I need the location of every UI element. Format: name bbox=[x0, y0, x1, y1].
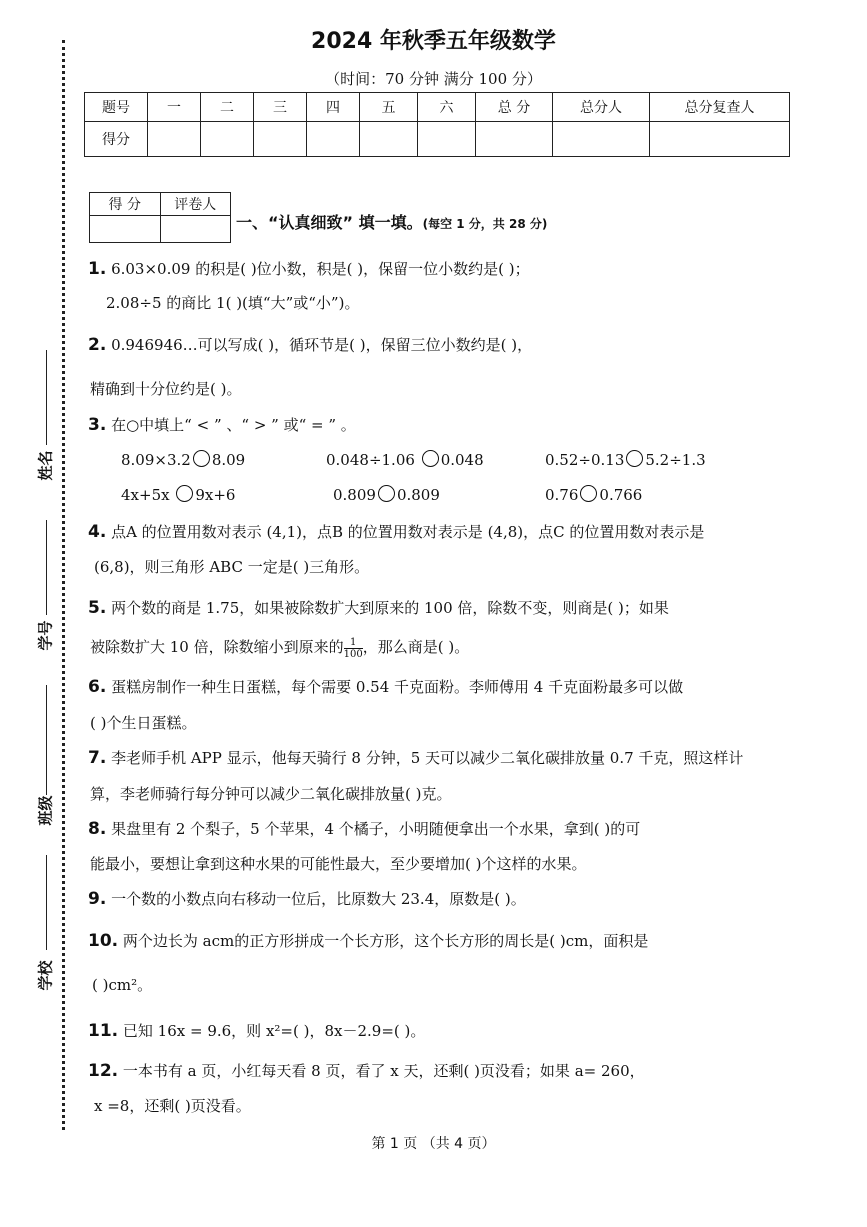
answer-circle[interactable] bbox=[378, 485, 395, 502]
score-cell[interactable] bbox=[307, 122, 360, 157]
compare-3 bbox=[545, 450, 706, 469]
question-text: 2.08÷5 的商比 1( )(填“大”或“小”)。 bbox=[106, 294, 360, 312]
question-7 bbox=[88, 747, 743, 768]
question-number: 1. bbox=[88, 259, 107, 279]
question-5-cont bbox=[90, 636, 469, 660]
question-1 bbox=[88, 258, 530, 279]
question-number: 9. bbox=[88, 889, 107, 909]
grader-score-header: 得 分 bbox=[90, 193, 161, 216]
score-header-cell: 四 bbox=[307, 93, 360, 122]
question-number: 4. bbox=[88, 522, 107, 542]
question-text: 6.03×0.09 的积是( )位小数，积是( )，保留一位小数约是( )； bbox=[111, 260, 530, 278]
question-text: 果盘里有 2 个梨子，5 个苹果，4 个橘子，小明随便拿出一个水果，拿到( )的可 bbox=[111, 820, 641, 838]
compare-left: 0.809 bbox=[333, 486, 376, 504]
page-number: 第 1 页 （共 4 页） bbox=[371, 1136, 496, 1152]
question-text: 点A 的位置用数对表示 (4,1)，点B 的位置用数对表示是 (4,8)，点C 的位置用数对表示是 bbox=[111, 523, 705, 541]
score-cell[interactable] bbox=[254, 122, 307, 157]
answer-circle[interactable] bbox=[176, 485, 193, 502]
question-2 bbox=[88, 334, 532, 355]
question-number: 6. bbox=[88, 677, 107, 697]
score-cell[interactable] bbox=[418, 122, 476, 157]
grader-table bbox=[89, 192, 231, 243]
question-text: ，那么商是( )。 bbox=[362, 638, 470, 656]
question-8-cont bbox=[90, 853, 586, 874]
question-8 bbox=[88, 818, 640, 839]
score-header-cell: 题号 bbox=[85, 93, 148, 122]
answer-circle[interactable] bbox=[193, 450, 210, 467]
grader-score-cell[interactable] bbox=[90, 216, 161, 243]
question-4 bbox=[88, 521, 704, 542]
grader-name-cell[interactable] bbox=[160, 216, 231, 243]
compare-left: 0.76 bbox=[545, 486, 579, 504]
answer-circle[interactable] bbox=[422, 450, 439, 467]
question-text: x =8，还剩( )页没看。 bbox=[94, 1097, 251, 1115]
compare-right: 0.048 bbox=[440, 451, 484, 469]
question-2-cont bbox=[90, 378, 241, 399]
question-text: 李老师手机 APP 显示，他每天骑行 8 分钟，5 天可以减少二氧化碳排放量 0.7 千克，照这样计 bbox=[111, 749, 744, 767]
compare-5 bbox=[333, 485, 440, 504]
score-cell[interactable] bbox=[650, 122, 790, 157]
compare-2 bbox=[326, 450, 484, 469]
question-6-cont bbox=[90, 712, 196, 733]
fraction-denominator: 100 bbox=[343, 648, 363, 660]
compare-6 bbox=[545, 485, 642, 504]
question-number: 11. bbox=[88, 1021, 119, 1041]
score-cell[interactable] bbox=[553, 122, 650, 157]
class-write-line bbox=[46, 685, 47, 795]
question-11 bbox=[88, 1020, 425, 1041]
school-write-line bbox=[46, 855, 47, 950]
score-cell[interactable] bbox=[148, 122, 201, 157]
fraction-numerator: 1 bbox=[344, 637, 363, 649]
score-table bbox=[84, 92, 790, 157]
question-10-cont bbox=[92, 974, 152, 995]
question-text: ( )cm²。 bbox=[92, 976, 153, 994]
exam-title: 2024 年秋季五年级数学 bbox=[311, 29, 556, 54]
question-text: 算，李老师骑行每分钟可以减少二氧化碳排放量( )克。 bbox=[90, 785, 452, 803]
question-3 bbox=[88, 414, 356, 435]
score-header-cell: 五 bbox=[360, 93, 418, 122]
score-header-cell: 总分人 bbox=[553, 93, 650, 122]
score-header-cell: 总分复查人 bbox=[650, 93, 790, 122]
score-header-cell: 六 bbox=[418, 93, 476, 122]
score-header-cell: 三 bbox=[254, 93, 307, 122]
compare-right: 0.766 bbox=[599, 486, 643, 504]
question-1-cont bbox=[106, 292, 359, 313]
compare-right: 0.809 bbox=[396, 486, 440, 504]
question-text: 在○中填上“ < ” 、“ > ” 或“ = ” 。 bbox=[111, 416, 356, 434]
question-number: 10. bbox=[88, 931, 119, 951]
question-text: 被除数扩大 10 倍，除数缩小到原来的 bbox=[90, 638, 344, 656]
name-label: 姓名 bbox=[36, 450, 55, 481]
question-text: 蛋糕房制作一种生日蛋糕，每个需要 0.54 千克面粉。李师傅用 4 千克面粉最多可以做 bbox=[111, 678, 684, 696]
question-12 bbox=[88, 1060, 645, 1081]
question-text: 已知 16x = 9.6，则 x²=( )，8x－2.9=( )。 bbox=[122, 1022, 426, 1040]
question-5 bbox=[88, 597, 669, 618]
compare-1 bbox=[121, 450, 245, 469]
student-id-write-line bbox=[46, 520, 47, 615]
question-text: 0.946946…可以写成( )，循环节是( )，保留三位小数约是( )， bbox=[111, 336, 533, 354]
section-one-title: 一、“认真细致” 填一填。 bbox=[236, 213, 423, 232]
section-one-heading bbox=[236, 210, 547, 233]
question-number: 5. bbox=[88, 598, 107, 618]
question-number: 3. bbox=[88, 415, 107, 435]
compare-left: 4x+5x bbox=[121, 486, 170, 504]
fraction bbox=[344, 637, 363, 660]
question-text: ( )个生日蛋糕。 bbox=[90, 714, 197, 732]
compare-left: 0.048÷1.06 bbox=[326, 451, 415, 469]
question-number: 12. bbox=[88, 1061, 119, 1081]
question-text: 一本书有 a 页，小红每天看 8 页，看了 x 天，还剩( )页没看；如果 a= 260， bbox=[122, 1062, 645, 1080]
question-12-cont bbox=[94, 1095, 251, 1116]
question-10 bbox=[88, 930, 648, 951]
section-one-note: (每空 1 分，共 28 分) bbox=[422, 217, 548, 231]
score-header-cell: 二 bbox=[201, 93, 254, 122]
question-text: 一个数的小数点向右移动一位后，比原数大 23.4，原数是( )。 bbox=[111, 890, 526, 908]
compare-right: 5.2÷1.3 bbox=[645, 451, 706, 469]
score-row-label: 得分 bbox=[85, 122, 148, 157]
compare-left: 0.52÷0.13 bbox=[545, 451, 625, 469]
question-number: 7. bbox=[88, 748, 107, 768]
answer-circle[interactable] bbox=[626, 450, 643, 467]
class-label: 班级 bbox=[36, 795, 55, 826]
question-6 bbox=[88, 676, 683, 697]
question-4-cont bbox=[94, 556, 369, 577]
score-cell[interactable] bbox=[201, 122, 254, 157]
question-7-cont bbox=[90, 783, 451, 804]
question-9 bbox=[88, 888, 526, 909]
school-label: 学校 bbox=[36, 960, 55, 991]
question-text: 精确到十分位约是( )。 bbox=[90, 380, 242, 398]
question-number: 2. bbox=[88, 335, 107, 355]
question-text: 能最小，要想让拿到这种水果的可能性最大，至少要增加( )个这样的水果。 bbox=[90, 855, 587, 873]
score-cell[interactable] bbox=[476, 122, 553, 157]
score-cell[interactable] bbox=[360, 122, 418, 157]
question-text: 两个数的商是 1.75，如果被除数扩大到原来的 100 倍，除数不变，则商是( )；如果 bbox=[111, 599, 669, 617]
name-write-line bbox=[46, 350, 47, 445]
score-header-cell: 一 bbox=[148, 93, 201, 122]
compare-right: 9x+6 bbox=[195, 486, 236, 504]
compare-4 bbox=[121, 485, 235, 504]
answer-circle[interactable] bbox=[580, 485, 597, 502]
student-id-label: 学号 bbox=[36, 620, 55, 651]
binding-dotted-line bbox=[62, 40, 65, 1130]
grader-name-header: 评卷人 bbox=[160, 193, 231, 216]
score-header-cell: 总 分 bbox=[476, 93, 553, 122]
compare-right: 8.09 bbox=[211, 451, 246, 469]
compare-left: 8.09×3.2 bbox=[121, 451, 191, 469]
exam-subtitle: （时间：70 分钟 满分 100 分） bbox=[325, 70, 542, 88]
question-number: 8. bbox=[88, 819, 107, 839]
question-text: (6,8)，则三角形 ABC 一定是( )三角形。 bbox=[94, 558, 370, 576]
question-text: 两个边长为 acm的正方形拼成一个长方形，这个长方形的周长是( )cm，面积是 bbox=[122, 932, 649, 950]
